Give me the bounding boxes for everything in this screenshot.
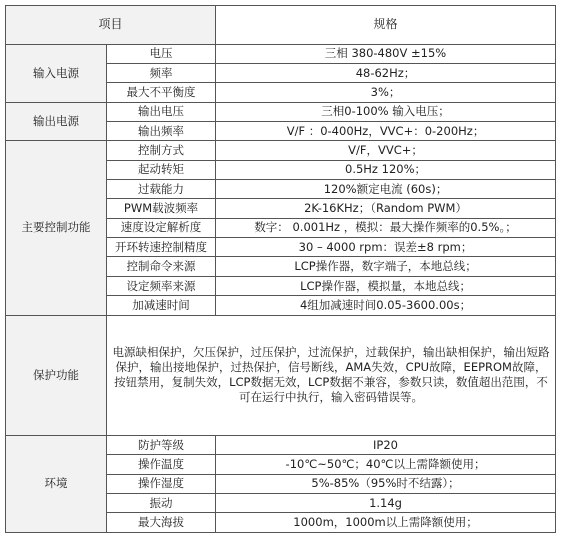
- param-cell: 输出频率: [107, 122, 216, 141]
- category-protection: 保护功能: [6, 315, 107, 435]
- value-cell: 30 – 4000 rpm：误差±8 rpm；: [216, 238, 556, 257]
- param-cell: 控制命令来源: [107, 257, 216, 276]
- value-cell: 3%；: [216, 83, 556, 102]
- value-cell: 5%-85%（95%时不结露）；: [216, 474, 556, 493]
- table-row: [6, 435, 556, 454]
- value-cell: LCP操作器，数字端子，本地总线；: [216, 257, 556, 276]
- category-output-power: 输出电源: [6, 102, 107, 141]
- param-cell: PWM载波频率: [107, 199, 216, 218]
- param-cell: 起动转矩: [107, 160, 216, 179]
- param-cell: 过载能力: [107, 180, 216, 199]
- protection-text: 电源缺相保护，欠压保护，过压保护，过流保护，过载保护，输出缺相保护，输出短路保护，输出接地保护，过热保护，信号断线，AMA失效，CPU故障，EEPROM故障，按钮禁用，复制失效，LCP数据无效，LCP数据不兼容，参数只读，数值超出范围，不可在运行中执行，输入密码错误等。: [107, 315, 556, 435]
- header-spec: 规格: [216, 6, 556, 45]
- param-cell: 设定频率来源: [107, 276, 216, 295]
- param-cell: 操作温度: [107, 455, 216, 474]
- value-cell: 48-62Hz；: [216, 64, 556, 83]
- param-cell: 速度设定解析度: [107, 218, 216, 237]
- param-cell: 频率: [107, 64, 216, 83]
- param-cell: 振动: [107, 494, 216, 513]
- value-cell: 4组加减速时间0.05-3600.00s；: [216, 296, 556, 315]
- value-cell: V/F ：0-400Hz，VVC+：0-200Hz；: [216, 122, 556, 141]
- value-cell: 120%额定电流 (60s)；: [216, 180, 556, 199]
- value-cell: IP20: [216, 435, 556, 454]
- param-cell: 防护等级: [107, 435, 216, 454]
- param-cell: 加减速时间: [107, 296, 216, 315]
- value-cell: -10℃~50℃；40℃以上需降额使用；: [216, 455, 556, 474]
- value-cell: LCP操作器，模拟量，本地总线；: [216, 276, 556, 295]
- param-cell: 最大海拔: [107, 513, 216, 533]
- param-cell: 电压: [107, 44, 216, 63]
- header-row: [6, 6, 556, 45]
- category-environment: 环境: [6, 435, 107, 532]
- table-row: [6, 141, 556, 160]
- value-cell: 2K-16KHz；（Random PWM）: [216, 199, 556, 218]
- param-cell: 开环转速控制精度: [107, 238, 216, 257]
- table-row: [6, 315, 556, 435]
- value-cell: 数字： 0.001Hz ，模拟：最大操作频率的0.5%。；: [216, 218, 556, 237]
- param-cell: 控制方式: [107, 141, 216, 160]
- header-item: 项目: [6, 6, 216, 45]
- value-cell: 三相0-100% 输入电压；: [216, 102, 556, 121]
- category-main-control: 主要控制功能: [6, 141, 107, 315]
- category-input-power: 输入电源: [6, 44, 107, 102]
- table-row: [6, 44, 556, 63]
- param-cell: 输出电压: [107, 102, 216, 121]
- value-cell: 三相 380-480V ±15%: [216, 44, 556, 63]
- spec-table: [5, 5, 556, 533]
- value-cell: V/F，VVC+；: [216, 141, 556, 160]
- param-cell: 操作湿度: [107, 474, 216, 493]
- table-row: [6, 102, 556, 121]
- value-cell: 1000m，1000m以上需降额使用；: [216, 513, 556, 533]
- param-cell: 最大不平衡度: [107, 83, 216, 102]
- value-cell: 1.14g: [216, 494, 556, 513]
- value-cell: 0.5Hz 120%；: [216, 160, 556, 179]
